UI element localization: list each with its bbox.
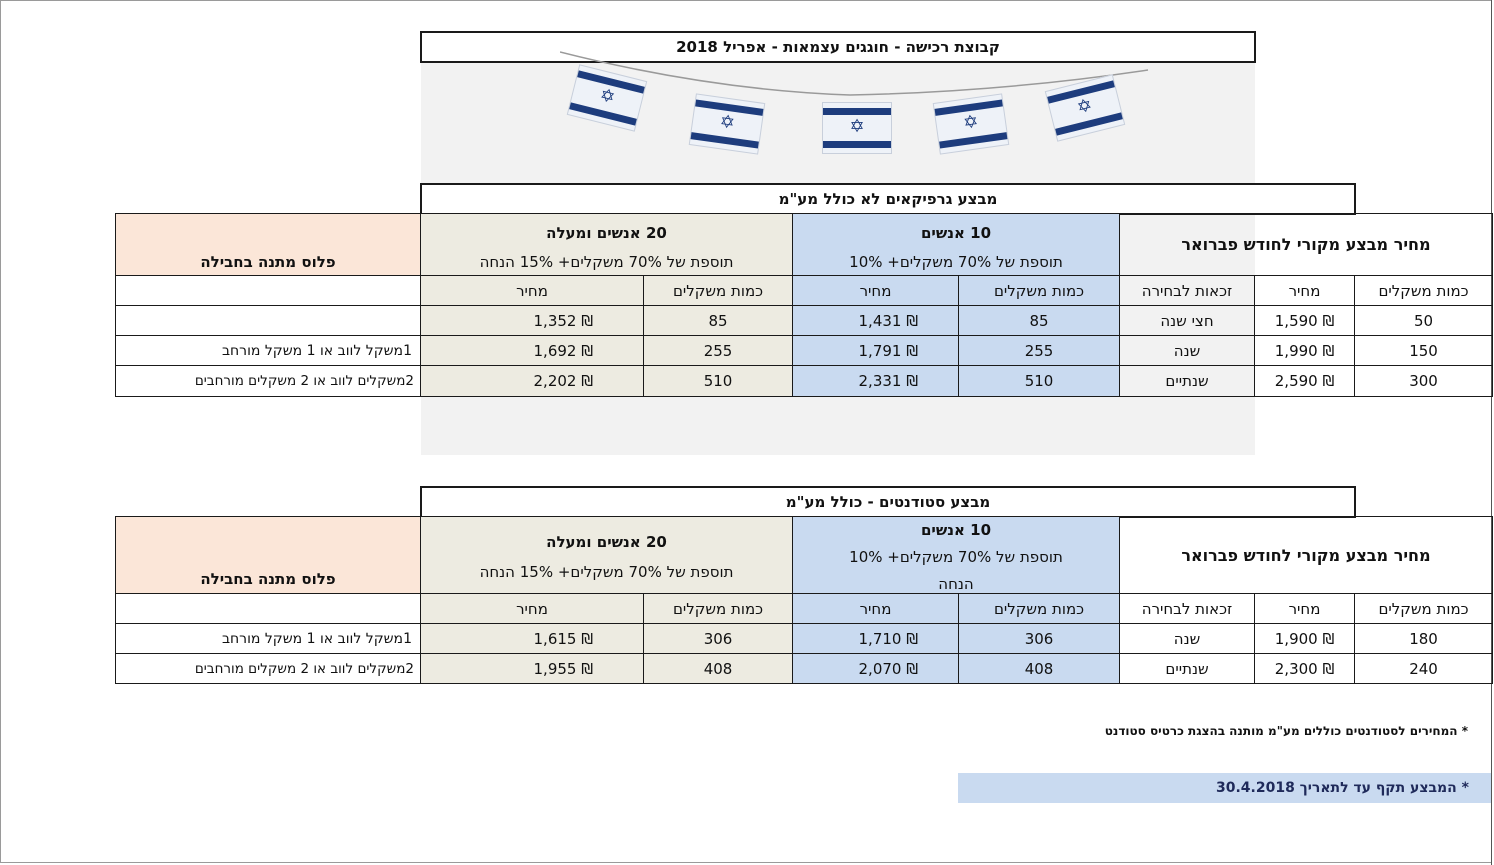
cell-g10-qty: 306 <box>958 623 1120 654</box>
col-header-price: מחיר <box>1254 275 1355 306</box>
cell-g10-price: ₪ 2,070 <box>792 653 959 684</box>
gift-header-label: פלוס מתנה בחבילה <box>200 253 336 271</box>
cell-eligibility: שנה <box>1119 623 1255 654</box>
cell-g10-qty: 408 <box>958 653 1120 684</box>
sheet-right-edge <box>1491 0 1492 865</box>
cell-gift <box>115 305 421 336</box>
cell-g10-qty: 510 <box>958 365 1120 397</box>
cell-g20-qty: 306 <box>643 623 793 654</box>
cell-g10-price: ₪ 1,710 <box>792 623 959 654</box>
col-header-price: מחיר <box>1254 593 1355 624</box>
col-header-g10-qty: כמות משקלים <box>958 275 1120 306</box>
cell-g20-price: ₪ 1,692 <box>420 335 644 366</box>
cell-qty: 240 <box>1354 653 1493 684</box>
group20-subtitle: תוספת של 70% משקלים+ 15% הנחה <box>479 253 734 271</box>
group10-subtitle: תוספת של 70% משקלים+ 10% <box>849 548 1063 566</box>
table1-group10-header <box>792 213 1120 276</box>
cell-eligibility: שנתיים <box>1119 653 1255 684</box>
group20-title: 20 אנשים ומעלה <box>546 533 667 551</box>
cell-g10-price: ₪ 1,791 <box>792 335 959 366</box>
table2-gift-header <box>115 516 421 594</box>
cell-g20-price: ₪ 1,615 <box>420 623 644 654</box>
cell-gift: 1משקל לווב או 1 משקל מורחב <box>115 335 421 366</box>
table2-group10-header <box>792 516 1120 594</box>
page-title: קבוצת רכישה - חוגגים עצמאות - אפריל 2018 <box>420 31 1256 63</box>
cell-gift: 2משקלים לווב או 2 משקלים מורחבים <box>115 365 421 397</box>
col-header-eligibility: זכאות לבחירה <box>1119 275 1255 306</box>
cell-g20-price: ₪ 2,202 <box>420 365 644 397</box>
cell-price: ₪ 1,590 <box>1254 305 1355 336</box>
table1-group20-header <box>420 213 793 276</box>
cell-g20-price: ₪ 1,352 <box>420 305 644 336</box>
israel-flag-icon: ✡ <box>933 93 1010 154</box>
group20-title: 20 אנשים ומעלה <box>546 224 667 242</box>
cell-g20-qty: 510 <box>643 365 793 397</box>
footnote-students: * המחירים לסטודנטים כוללים מע"מ מותנה בהצגת כרטיס סטודנט <box>1104 724 1468 738</box>
col-header-g20-qty: כמות משקלים <box>643 593 793 624</box>
col-header-gift <box>115 593 421 624</box>
cell-price: ₪ 2,300 <box>1254 653 1355 684</box>
col-header-g20-price: מחיר <box>420 593 644 624</box>
table1-base-header: מחיר מבצע מקורי לחודש פברואר <box>1119 213 1493 276</box>
cell-g20-qty: 85 <box>643 305 793 336</box>
group10-title: 10 אנשים <box>920 224 992 242</box>
cell-price: ₪ 2,590 <box>1254 365 1355 397</box>
cell-qty: 150 <box>1354 335 1493 366</box>
cell-g20-qty: 408 <box>643 653 793 684</box>
col-header-g20-price: מחיר <box>420 275 644 306</box>
table1-gift-header <box>115 213 421 276</box>
cell-price: ₪ 1,900 <box>1254 623 1355 654</box>
gift-header-label: פלוס מתנה בחבילה <box>200 570 336 588</box>
table1-title: מבצע גרפיקאים לא כולל מע"מ <box>420 183 1356 215</box>
col-header-gift <box>115 275 421 306</box>
cell-gift: 1משקל לווב או 1 משקל מורחב <box>115 623 421 654</box>
cell-price: ₪ 1,990 <box>1254 335 1355 366</box>
col-header-qty: כמות משקלים <box>1354 593 1493 624</box>
group10-subtitle: תוספת של 70% משקלים+ 10% <box>849 253 1063 271</box>
cell-qty: 180 <box>1354 623 1493 654</box>
col-header-qty: כמות משקלים <box>1354 275 1493 306</box>
col-header-g10-price: מחיר <box>792 275 959 306</box>
cell-g10-qty: 255 <box>958 335 1120 366</box>
israel-flag-icon: ✡ <box>822 102 892 154</box>
col-header-eligibility: זכאות לבחירה <box>1119 593 1255 624</box>
footer-band <box>958 773 1491 803</box>
group20-subtitle: תוספת של 70% משקלים+ 15% הנחה <box>479 563 734 581</box>
israel-flag-icon: ✡ <box>1045 74 1126 141</box>
cell-g10-qty: 85 <box>958 305 1120 336</box>
footnote-valid-until: * המבצע תקף עד לתאריך 30.4.2018 <box>1215 780 1469 796</box>
cell-eligibility: חצי שנה <box>1119 305 1255 336</box>
flag-bunting <box>560 50 1150 160</box>
col-header-g10-price: מחיר <box>792 593 959 624</box>
cell-g20-price: ₪ 1,955 <box>420 653 644 684</box>
col-header-g10-qty: כמות משקלים <box>958 593 1120 624</box>
table2-base-header: מחיר מבצע מקורי לחודש פברואר <box>1119 516 1493 594</box>
cell-gift: 2משקלים לווב או 2 משקלים מורחבים <box>115 653 421 684</box>
cell-g20-qty: 255 <box>643 335 793 366</box>
group10-title: 10 אנשים <box>920 521 992 539</box>
cell-eligibility: שנתיים <box>1119 365 1255 397</box>
cell-g10-price: ₪ 2,331 <box>792 365 959 397</box>
cell-eligibility: שנה <box>1119 335 1255 366</box>
col-header-g20-qty: כמות משקלים <box>643 275 793 306</box>
cell-qty: 300 <box>1354 365 1493 397</box>
cell-g10-price: ₪ 1,431 <box>792 305 959 336</box>
cell-qty: 50 <box>1354 305 1493 336</box>
israel-flag-icon: ✡ <box>567 64 648 131</box>
group10-subtitle-cont: הנחה <box>938 575 974 593</box>
table2-title: מבצע סטודנטים - כולל מע"מ <box>420 486 1356 518</box>
israel-flag-icon: ✡ <box>689 93 766 154</box>
table2-group20-header <box>420 516 793 594</box>
